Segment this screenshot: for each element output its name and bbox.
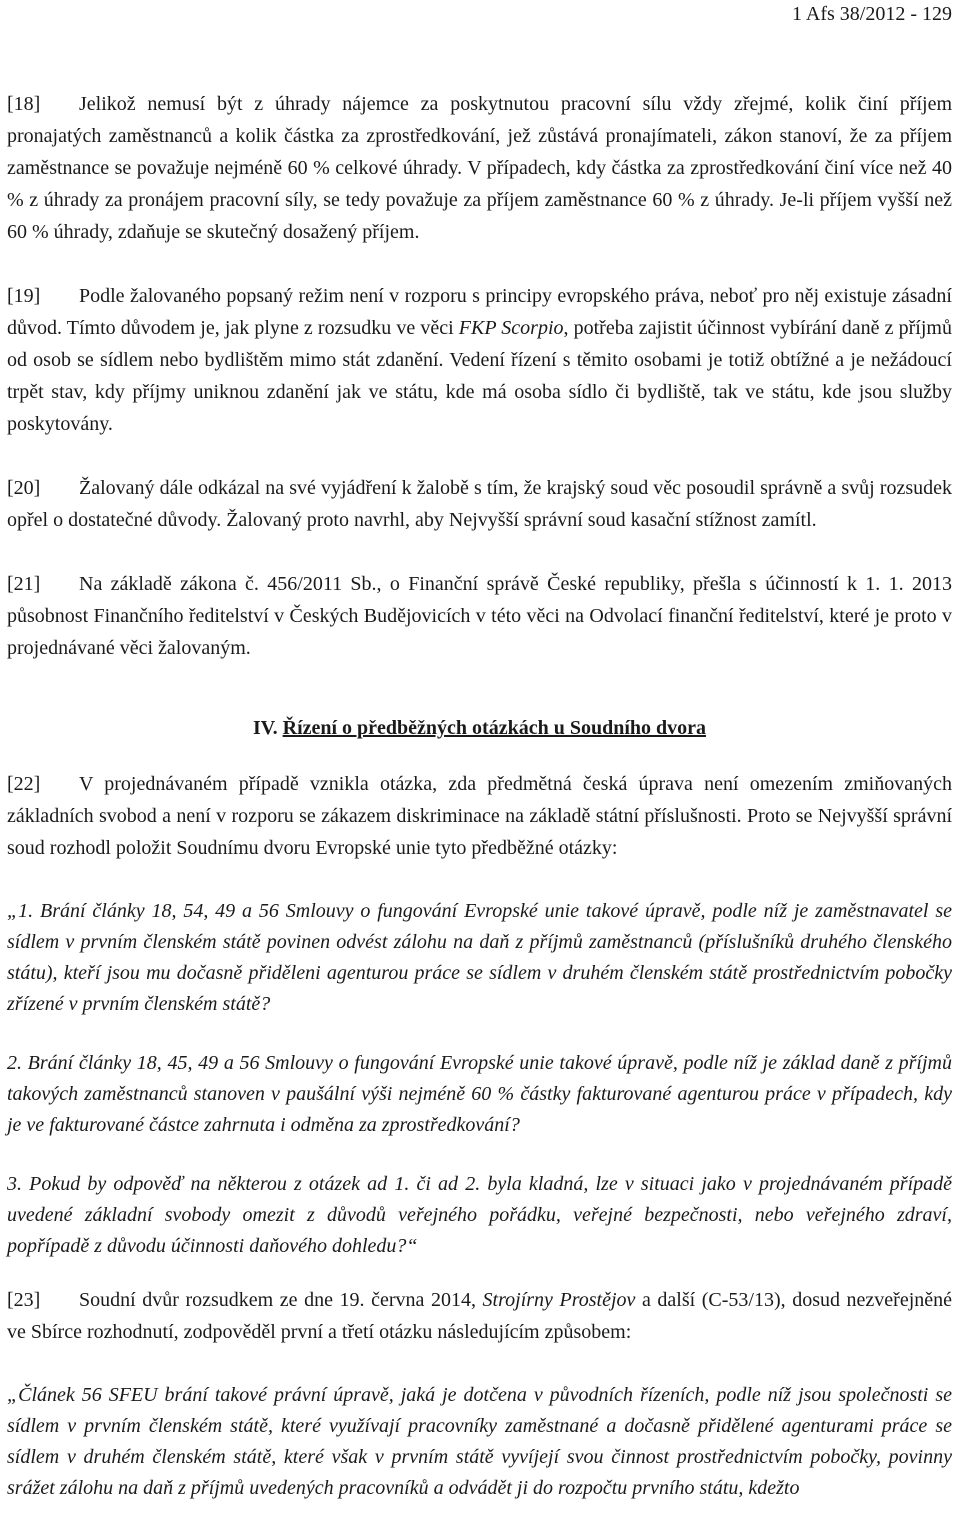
section-title: Řízení o předběžných otázkách u Soudního dvora [282, 717, 707, 739]
paragraph-number: [22] [7, 773, 41, 795]
paragraph-text: Na základě zákona č. 456/2011 Sb., o Finanční správě České republiky, přešla s účinností k 1. 1. 2013 působnost Finančního ředitelství v Českých Budějovicích v této věci na Odvolací finanční ředitelství, které je proto v projednávané věci žalovaným. [7, 573, 952, 659]
case-number-header: 1 Afs 38/2012 - 129 [792, 3, 952, 25]
section-heading [7, 712, 952, 744]
question-1: „1. Brání články 18, 54, 49 a 56 Smlouvy o fungování Evropské unie takové úpravě, podle níž je zaměstnavatel se sídlem v prvním členském státě povinen odvést zálohu na daň z příjmů zaměstnanců (příslušníků druhého členského státu), kteří jsou mu dočasně přiděleni agenturou práce se sídlem v druhém členském státě prostřednictvím pobočky zřízené v prvním členském státě? [7, 900, 952, 1015]
paragraph-22 [7, 768, 952, 864]
paragraph-number: [18] [7, 93, 41, 115]
paragraph-text: a další (C-53/13), dosud nezveřejněné ve Sbírce rozhodnutí, zodpověděl první a třetí otázku následujícím způsobem: [7, 1289, 953, 1343]
paragraph-text: V projednávaném případě vznikla otázka, zda předmětná česká úprava není omezením zmiňovaných základních svobod a není v rozporu se zákazem diskriminace na základě státní příslušnosti. Proto se Nejvyšší správní soud rozhodl položit Soudnímu dvoru Evropské unie tyto předběžné otázky: [7, 773, 952, 859]
section-numeral: IV. [252, 717, 278, 739]
question-2: 2. Brání články 18, 45, 49 a 56 Smlouvy o fungování Evropské unie takové úpravě, podle níž je základ daně z příjmů takových zaměstnanců stanoven v paušální výši nejméně 60 % částky fakturované agenturou práce v případech, kdy je ve fakturované částce zahrnuta i odměna za zprostředkování? [7, 1052, 952, 1136]
paragraph-number: [20] [7, 477, 41, 499]
paragraph-text: , potřeba zajistit účinnost vybírání daně z příjmů od osob se sídlem nebo bydlištěm mimo stát zdanění. Vedení řízení s těmito osobami je totiž obtížné a je nežádoucí trpět stav, kdy příjmy uniknou zdanění jak ve státu, kde má osoba sídlo či bydliště, tak ve státu, kde jsou služby poskytovány. [7, 317, 952, 435]
paragraph-21 [7, 568, 952, 664]
case-name: FKP Scorpio [458, 317, 564, 339]
document-body [7, 88, 952, 1532]
paragraph-text: Žalovaný dále odkázal na své vyjádření k žalobě s tím, že krajský soud věc posoudil správně a svůj rozsudek opřel o dostatečné důvody. Žalovaný proto navrhl, aby Nejvyšší správní soud kasační stížnost zamítl. [7, 477, 952, 531]
paragraph-number: [23] [7, 1289, 41, 1311]
question-3: 3. Pokud by odpověď na některou z otázek ad 1. či ad 2. byla kladná, lze v situaci jako v projednávaném případě uvedené základní svobody omezit z důvodů veřejného pořádku, veřejné bezpečnosti, nebo veřejného zdraví, popřípadě z důvodu účinnosti daňového dohledu?“ [7, 1173, 952, 1257]
court-quote: „Článek 56 SFEU brání takové právní úpravě, jaká je dotčena v původních řízeních, podle níž jsou společnosti se sídlem v prvním členském státě, které využívají pracovníky zaměstnané a dočasně přidělené agenturami práce se sídlem v druhém členském státě, které však v prvním státě vyvíjejí svou činnost prostřednictvím pobočky, povinny srážet zálohu na daň z příjmů uvedených pracovníků a odvádět ji do rozpočtu prvního státu, kdežto [7, 1384, 952, 1499]
case-name: Strojírny Prostějov [482, 1289, 636, 1311]
paragraph-20 [7, 472, 952, 536]
paragraph-18 [7, 88, 952, 248]
paragraph-number: [21] [7, 573, 41, 595]
paragraph-number: [19] [7, 285, 41, 307]
paragraph-text: Podle žalovaného popsaný režim není v rozporu s principy evropského práva, neboť pro něj existuje zásadní důvod. Tímto důvodem je, jak plyne z rozsudku ve věci [7, 285, 952, 339]
paragraph-23 [7, 1284, 952, 1348]
paragraph-text: Jelikož nemusí být z úhrady nájemce za poskytnutou pracovní sílu vždy zřejmé, kolik činí příjem pronajatých zaměstnanců a kolik částka za zprostředkování, jež zůstává pronajímateli, zákon stanoví, že za příjem zaměstnance se považuje nejméně 60 % celkové úhrady. V případech, kdy částka za zprostředkování činí více než 40 % z úhrady za pronájem pracovní síly, se tedy považuje za příjem zaměstnance 60 % z úhrady. Je-li příjem vyšší než 60 % úhrady, zdaňuje se skutečný dosažený příjem. [7, 93, 952, 243]
paragraph-text: Soudní dvůr rozsudkem ze dne 19. června 2014, [79, 1289, 483, 1311]
paragraph-19 [7, 280, 952, 440]
